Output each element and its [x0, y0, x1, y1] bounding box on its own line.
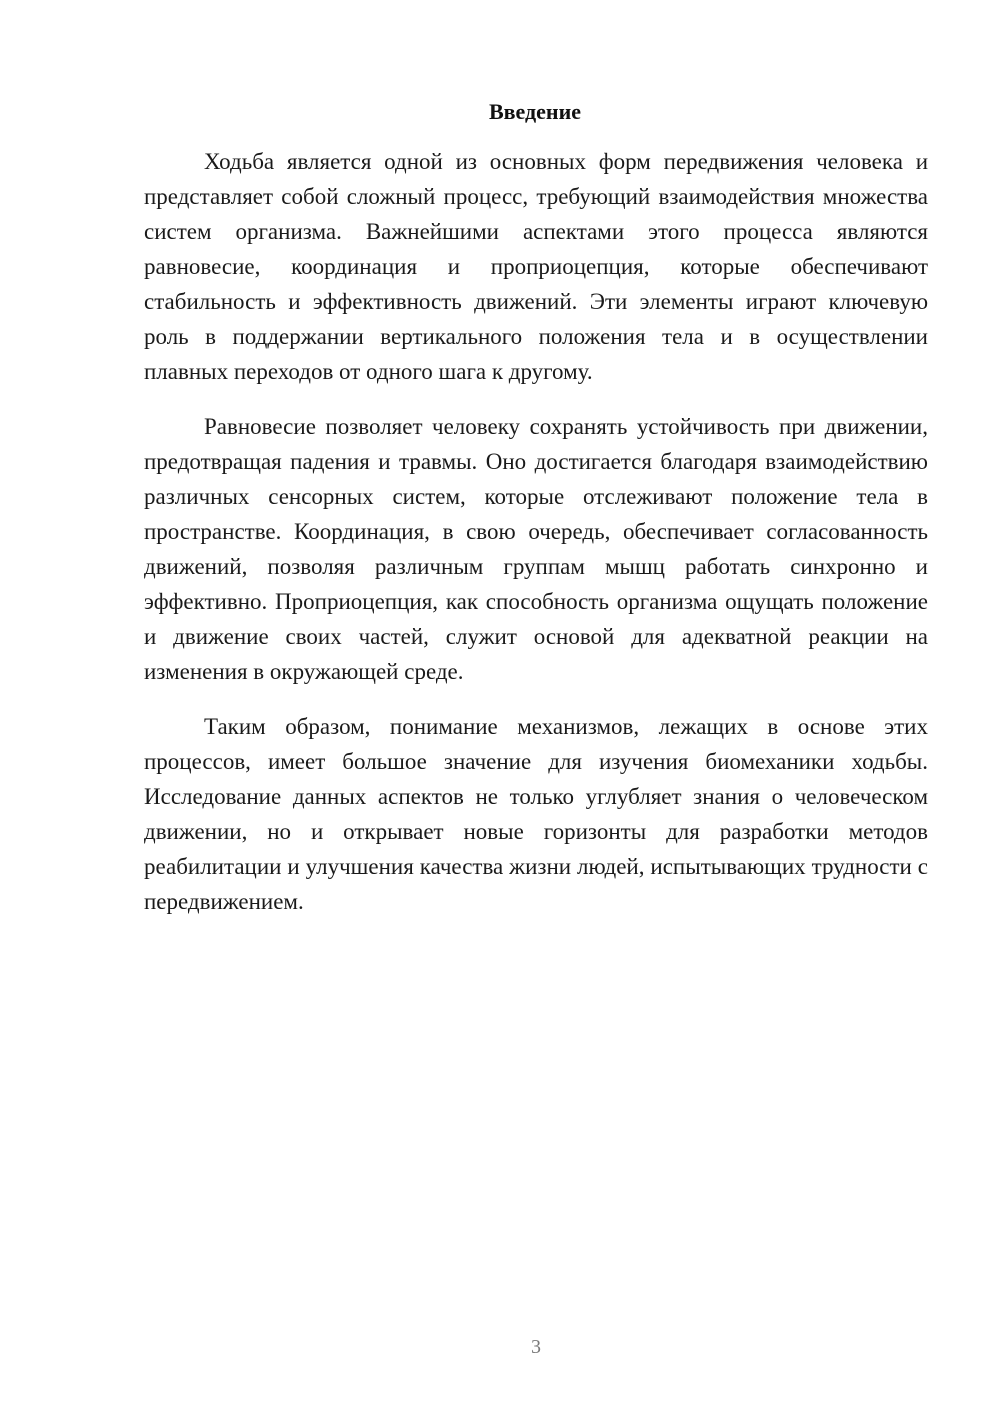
paragraph-3: Таким образом, понимание механизмов, лежащих в основе этих процессов, имеет большое значение для изучения биомеханики ходьбы. Исследование данных аспектов не только углубляет знания о человеческом движении, но и открывает новые горизонты для разработки методов реабилитации и улучшения качества жизни людей, испытывающих трудности с передвижением. — [144, 714, 928, 914]
paragraph-1: Ходьба является одной из основных форм передвижения человека и представляет собой сложный процесс, требующий взаимодействия множества систем организма. Важнейшими аспектами этого процесса являются равновесие, координация и проприоцепция, которые обеспечивают стабильность и эффективность движений. Эти элементы играют ключевую роль в поддержании вертикального положения тела и в осуществлении плавных переходов от одного шага к другому. — [144, 149, 928, 384]
section-heading: Введение — [488, 99, 582, 124]
paragraph-2: Равновесие позволяет человеку сохранять устойчивость при движении, предотвращая падения и травмы. Оно достигается благодаря взаимодействию различных сенсорных систем, которые отслеживают положение тела в пространстве. Координация, в свою очередь, обеспечивает согласованность движений, позволяя различным группам мышц работать синхронно и эффективно. Проприоцепция, как способность организма ощущать положение и движение своих частей, служит основой для адекватной реакции на изменения в окружающей среде. — [144, 414, 928, 684]
body-text — [144, 144, 928, 939]
page-number: 3 — [531, 1336, 541, 1358]
